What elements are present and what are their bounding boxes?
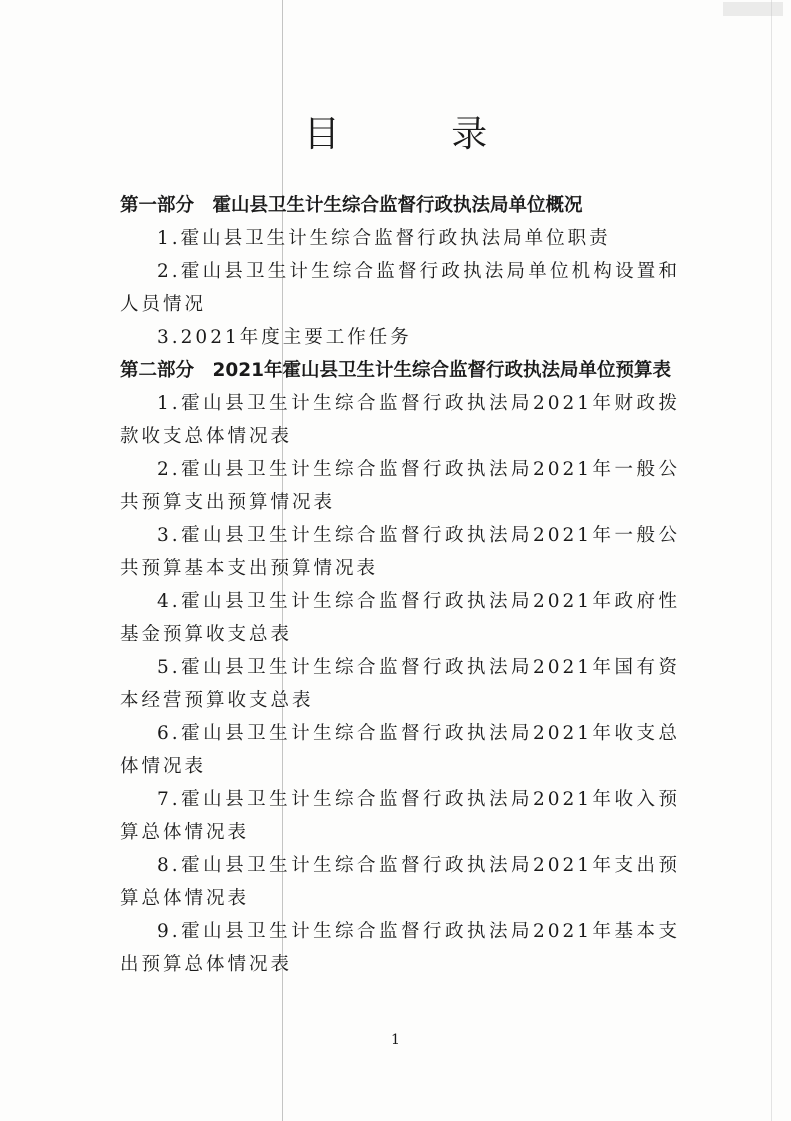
toc-entry: 3.2021年度主要工作任务: [157, 327, 412, 348]
toc-entry: 4.霍山县卫生计生综合监督行政执法局2021年政府性基金预算收支总表: [120, 591, 680, 645]
toc-entry: 1.霍山县卫生计生综合监督行政执法局2021年财政拨款收支总体情况表: [120, 393, 680, 447]
toc-entry: 6.霍山县卫生计生综合监督行政执法局2021年收支总体情况表: [120, 723, 680, 777]
toc-title: 目 录: [303, 114, 538, 155]
page-number: 1: [391, 1032, 400, 1048]
toc-entry: 3.霍山县卫生计生综合监督行政执法局2021年一般公共预算基本支出预算情况表: [120, 525, 680, 579]
toc-entry: 5.霍山县卫生计生综合监督行政执法局2021年国有资本经营预算收支总表: [120, 657, 680, 711]
part2-heading: 第二部分 2021年霍山县卫生计生综合监督行政执法局单位预算表: [120, 360, 671, 381]
toc-entry: 9.霍山县卫生计生综合监督行政执法局2021年基本支出预算总体情况表: [120, 921, 680, 975]
toc-entry: 2.霍山县卫生计生综合监督行政执法局2021年一般公共预算支出预算情况表: [120, 459, 680, 513]
toc-entry: 2.霍山县卫生计生综合监督行政执法局单位机构设置和人员情况: [120, 261, 680, 315]
toc-entry: 8.霍山县卫生计生综合监督行政执法局2021年支出预算总体情况表: [120, 855, 680, 909]
toc-entry: 1.霍山县卫生计生综合监督行政执法局单位职责: [157, 228, 611, 249]
scan-corner-mark: [723, 2, 783, 16]
scan-edge-line: [771, 0, 772, 1121]
table-of-contents: [120, 189, 680, 981]
toc-entry: 7.霍山县卫生计生综合监督行政执法局2021年收入预算总体情况表: [120, 789, 680, 843]
part1-heading: 第一部分 霍山县卫生计生综合监督行政执法局单位概况: [120, 195, 583, 216]
